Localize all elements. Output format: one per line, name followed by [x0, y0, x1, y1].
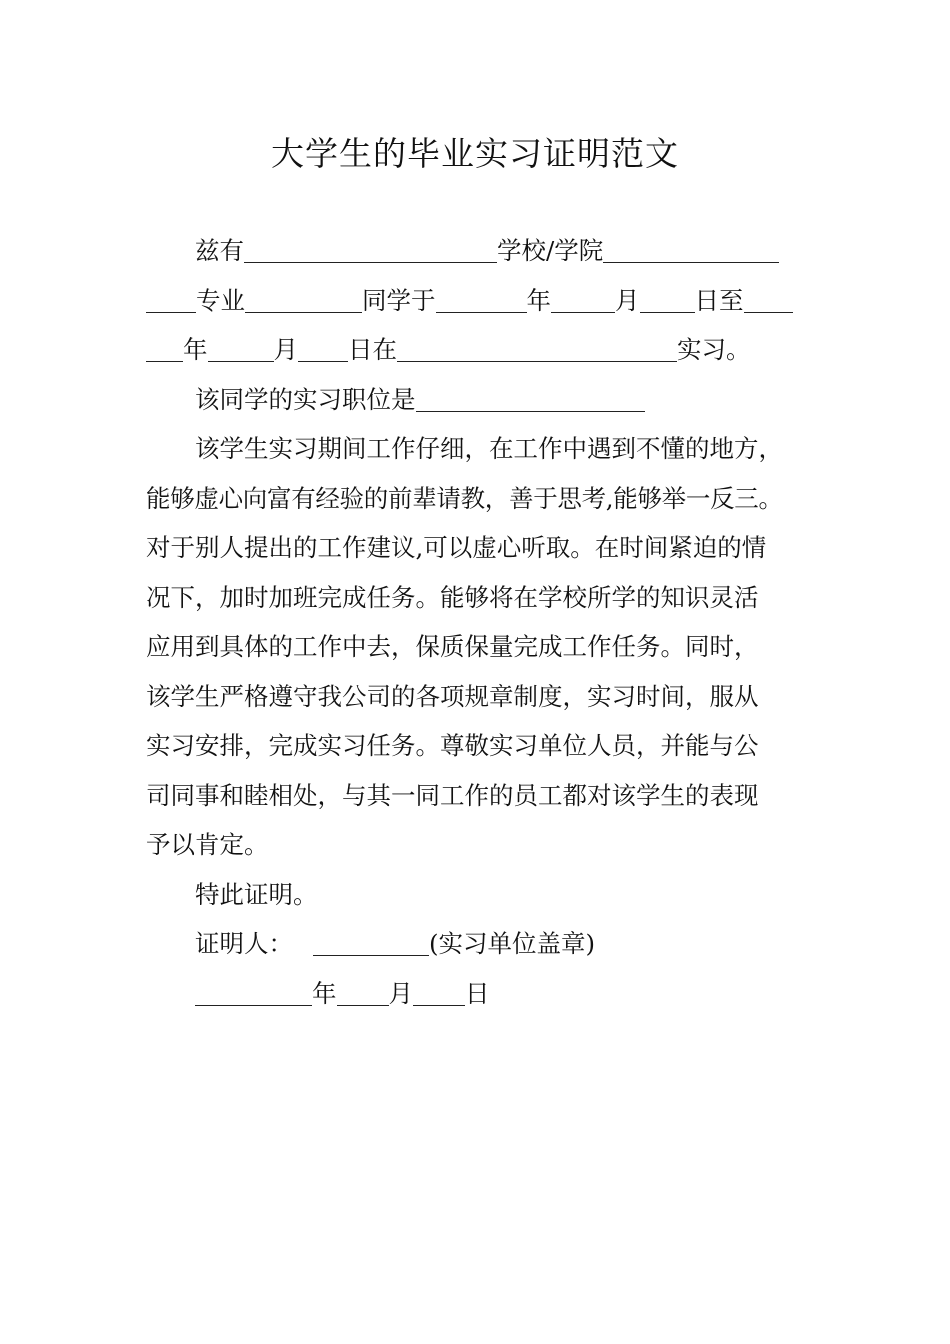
stamp-note: (实习单位盖章)	[429, 929, 596, 958]
company-blank	[397, 333, 677, 362]
text-month: 月	[273, 335, 298, 364]
end-day-blank	[298, 333, 348, 362]
date-month-label: 月	[388, 978, 413, 1008]
text-month: 月	[615, 285, 640, 315]
paragraph-line: 应用到具体的工作中去，保质保量完成工作任务。同时，	[146, 632, 759, 661]
cert-line-2	[146, 276, 811, 326]
position-line	[146, 375, 811, 425]
end-year-blank-b	[146, 333, 183, 362]
paragraph-line: 司同事和睦相处，与其一同工作的员工都对该学生的表现	[146, 780, 759, 810]
paragraph-line: 能够虚心向富有经验的前辈请教，善于思考,能够举一反三。	[146, 483, 783, 513]
text-school: 学校/学院	[497, 236, 604, 265]
school-blank	[244, 234, 497, 263]
text-student-from: 同学于	[362, 285, 436, 315]
position-blank	[416, 383, 645, 412]
major-blank	[146, 284, 196, 313]
paragraph-line: 予以肯定。	[146, 830, 269, 859]
text-zi-you: 兹有	[195, 236, 244, 265]
paragraph-line: 实习安排，完成实习任务。尊敬实习单位人员，并能与公	[146, 731, 759, 760]
paragraph-line: 该学生实习期间工作仔细，在工作中遇到不懂的地方，	[195, 434, 783, 463]
closing-text: 特此证明。	[195, 879, 318, 909]
date-day-label: 日	[465, 978, 490, 1008]
text-day-to: 日至	[694, 285, 744, 315]
page-title: 大学生的毕业实习证明范文	[271, 134, 679, 173]
signer-blank	[313, 927, 429, 956]
cert-line-3	[146, 325, 811, 375]
start-day-blank	[640, 284, 695, 313]
date-year-label: 年	[312, 978, 337, 1008]
date-line	[146, 969, 811, 1019]
position-label: 该同学的实习职位是	[195, 384, 416, 414]
text-year: 年	[526, 285, 551, 315]
paragraph-line: 该学生严格遵守我公司的各项规章制度，实习时间，服从	[146, 681, 759, 711]
date-month-blank	[337, 977, 389, 1006]
paragraph-line: 况下，加时加班完成任务。能够将在学校所学的知识灵活	[146, 582, 759, 612]
start-month-blank	[551, 284, 615, 313]
paragraph-line: 对于别人提出的工作建议,可以虚心听取。在时间紧迫的情	[146, 533, 767, 562]
end-year-blank-a	[744, 284, 793, 313]
text-intern: 实习。	[677, 335, 751, 364]
text-day-at: 日在	[348, 335, 397, 364]
signer-line	[146, 919, 811, 969]
certificate-body	[146, 226, 811, 1018]
text-year: 年	[183, 335, 208, 364]
college-blank	[603, 234, 779, 263]
start-year-blank	[436, 284, 527, 313]
cert-line-1	[146, 226, 811, 276]
signer-label: 证明人：	[195, 929, 293, 958]
date-day-blank	[413, 977, 465, 1006]
end-month-blank	[208, 333, 274, 362]
date-year-blank	[195, 977, 312, 1006]
student-name-blank	[245, 284, 362, 313]
text-major: 专业	[196, 285, 245, 315]
